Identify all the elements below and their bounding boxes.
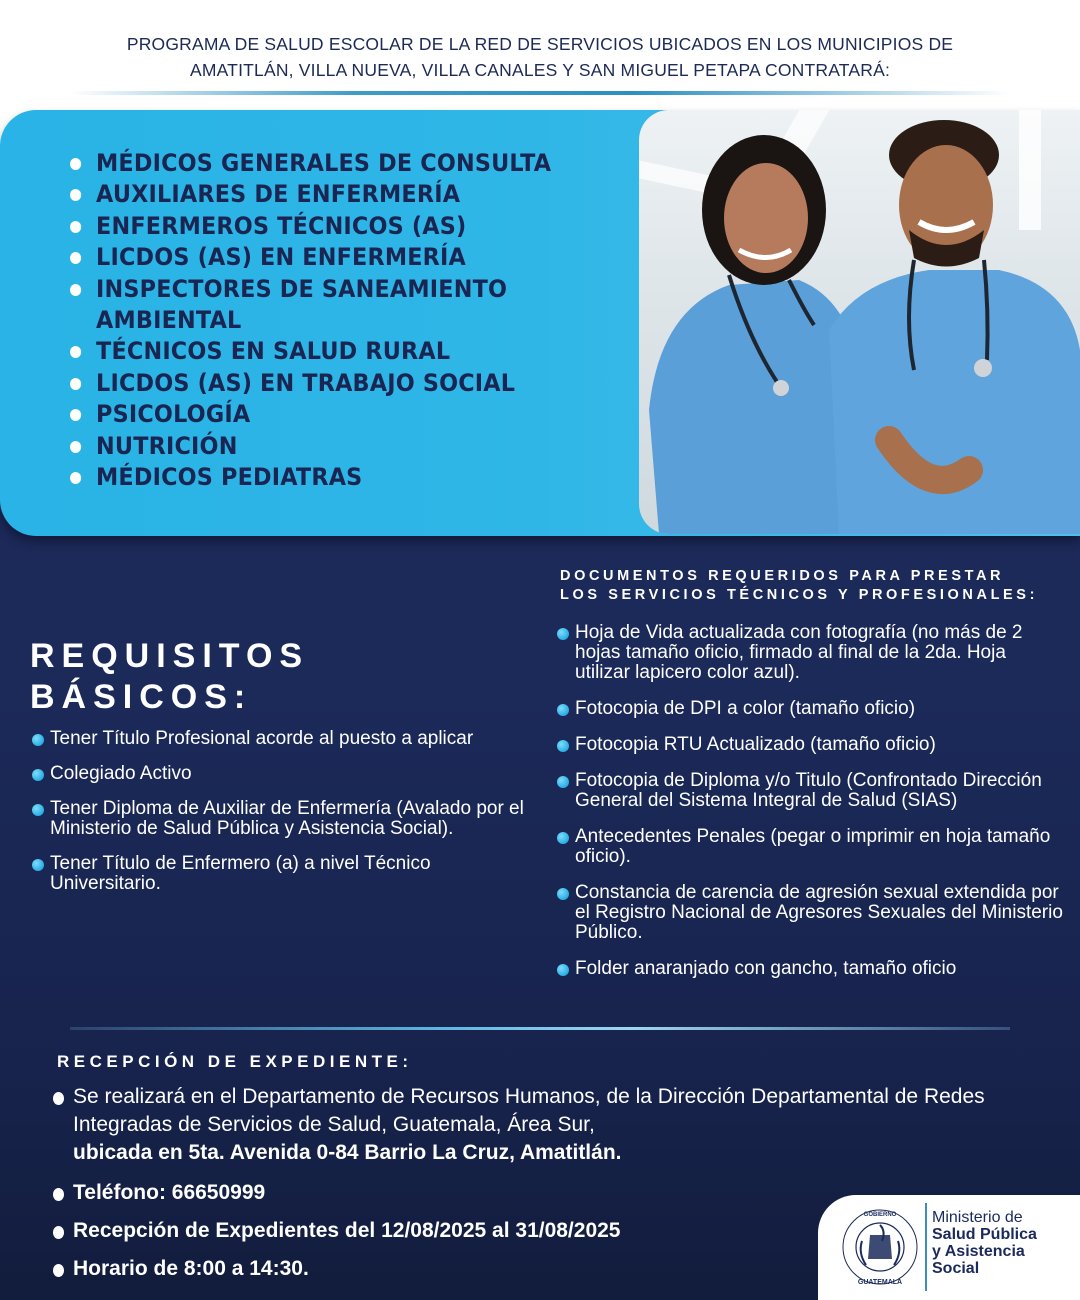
logo-divider [925,1203,927,1291]
bullet-icon [32,804,44,816]
ministry-logo [818,1195,1080,1300]
reception-phone: Teléfono: 66650999 [52,1179,1002,1207]
document-item: Fotocopia de DPI a color (tamaño oficio) [555,699,1065,719]
bullet-icon [557,832,569,844]
header-title [0,31,1080,83]
bullet-icon [557,704,569,716]
bullet-icon [70,189,81,201]
document-item: Folder anaranjado con gancho, tamaño oficio [555,959,1065,979]
bullet-icon [70,221,81,233]
header-line-2: AMATITLÁN, VILLA NUEVA, VILLA CANALES Y SAN MIGUEL PETAPA CONTRATARÁ: [189,60,891,80]
position-item: NUTRICIÓN [70,431,591,462]
requirement-item: Tener Título Profesional acorde al puesto a aplicar [30,729,530,749]
position-item: LICDOS (AS) EN ENFERMERÍA [70,242,591,273]
bullet-icon [32,734,44,746]
documents-list [555,623,1065,979]
bullet-icon [32,859,44,871]
document-item: Antecedentes Penales (pegar o imprimir en hoja tamaño oficio). [555,827,1065,867]
bullet-icon [70,409,81,421]
document-item: Fotocopia RTU Actualizado (tamaño oficio) [555,735,1065,755]
reception-location: Se realizará en el Departamento de Recursos Humanos, de la Dirección Departamental de Redes Integradas de Servicios de Salud, Guatemala, Área Sur, ubicada en 5ta. Avenida 0-84 Barrio La Cruz, Amatitlán. [52,1083,992,1167]
position-item: PSICOLOGÍA [70,399,591,430]
header-line-1: PROGRAMA DE SALUD ESCOLAR DE LA RED DE SERVICIOS UBICADOS EN LOS MUNICIPIOS DE [126,34,954,54]
requirement-item: Tener Título de Enfermero (a) a nivel Técnico Universitario. [30,854,530,894]
bullet-icon [70,252,81,264]
position-item: MÉDICOS PEDIATRAS [70,462,591,493]
section-divider [70,1027,1010,1030]
requirement-item: Tener Diploma de Auxiliar de Enfermería (Avalado por el Ministerio de Salud Pública y Asistencia Social). [30,799,530,839]
svg-text:GOBIERNO: GOBIERNO [863,1212,897,1218]
position-item: ENFERMEROS TÉCNICOS (AS) [70,211,591,242]
requirement-item: Colegiado Activo [30,764,530,784]
guatemala-seal-icon [840,1207,920,1287]
bullet-icon [53,1226,64,1239]
bullet-icon [53,1092,64,1105]
document-item: Fotocopia de Diploma y/o Titulo (Confrontado Dirección General del Sistema Integral de Salud (SIAS) [555,771,1065,811]
bullet-icon [557,888,569,900]
bullet-icon [53,1188,64,1201]
reception-address: ubicada en 5ta. Avenida 0-84 Barrio La Cruz, Amatitlán. [73,1141,622,1164]
ministry-name: Ministerio de Salud Pública y Asistencia Social [932,1209,1037,1277]
document-item: Constancia de carencia de agresión sexual extendida por el Registro Nacional de Agresores Sexuales del Ministerio Público. [555,883,1065,943]
medical-staff-photo [639,110,1080,534]
document-item: Hoja de Vida actualizada con fotografía (no más de 2 hojas tamaño oficio, firmado al final de la 2da. Hoja utilizar lapicero color azul). [555,623,1065,683]
requirements-list [30,729,530,894]
requirements-title: REQUISITOS BÁSICOS: [30,637,310,716]
bullet-icon [70,472,81,484]
position-item: LICDOS (AS) EN TRABAJO SOCIAL [70,368,591,399]
bullet-icon [70,378,81,390]
position-item: TÉCNICOS EN SALUD RURAL [70,336,591,367]
position-item: INSPECTORES DE SANEAMIENTO AMBIENTAL [70,274,554,337]
bullet-icon [557,740,569,752]
positions-list [70,148,630,493]
reception-hours: Horario de 8:00 a 14:30. [52,1255,1002,1283]
bullet-icon [557,776,569,788]
header-divider [70,91,1010,95]
bullet-icon [32,769,44,781]
bullet-icon [53,1264,64,1277]
svg-text:GUATEMALA: GUATEMALA [857,1279,903,1286]
nurses-illustration [639,110,1080,534]
reception-dates: Recepción de Expedientes del 12/08/2025 al 31/08/2025 [52,1217,1002,1245]
bullet-icon [70,284,81,296]
bullet-icon [70,346,81,358]
position-item: MÉDICOS GENERALES DE CONSULTA [70,148,591,179]
documents-title: DOCUMENTOS REQUERIDOS PARA PRESTAR LOS SERVICIOS TÉCNICOS Y PROFESIONALES: [560,568,1038,603]
bullet-icon [70,158,81,170]
bullet-icon [557,628,569,640]
bullet-icon [70,441,81,453]
position-item: AUXILIARES DE ENFERMERÍA [70,179,591,210]
reception-title: RECEPCIÓN DE EXPEDIENTE: [57,1052,413,1071]
bullet-icon [557,964,569,976]
